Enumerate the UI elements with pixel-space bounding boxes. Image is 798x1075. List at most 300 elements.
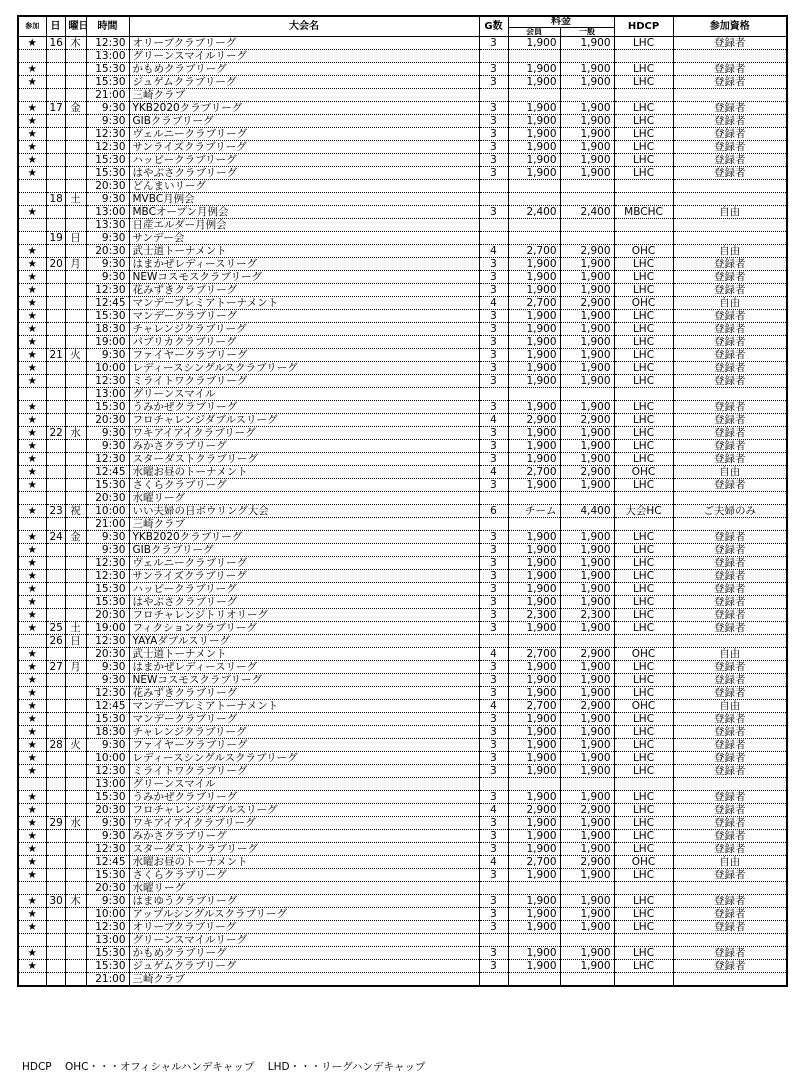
star-cell: ★ bbox=[18, 167, 46, 180]
event-name-cell: オリーブクラブリーグ bbox=[129, 921, 479, 934]
hdcp-cell: LHC bbox=[614, 440, 673, 453]
day-cell bbox=[46, 570, 65, 583]
table-row bbox=[18, 63, 787, 76]
table-row bbox=[18, 921, 787, 934]
weekday-cell bbox=[65, 609, 86, 622]
time-cell: 18:30 bbox=[86, 323, 129, 336]
time-cell: 9:30 bbox=[86, 193, 129, 206]
member-fee-cell: 1,900 bbox=[508, 37, 560, 50]
table-row bbox=[18, 726, 787, 739]
event-name-cell: 花みずきクラブリーグ bbox=[129, 284, 479, 297]
star-cell: ★ bbox=[18, 856, 46, 869]
table-row bbox=[18, 960, 787, 973]
qualification-cell: 自由 bbox=[673, 466, 787, 479]
member-fee-cell: 2,700 bbox=[508, 245, 560, 258]
hdcp-cell: LHC bbox=[614, 739, 673, 752]
table-row bbox=[18, 89, 787, 102]
table-row bbox=[18, 856, 787, 869]
event-name-cell: YKB2020クラブリーグ bbox=[129, 531, 479, 544]
games-cell: 4 bbox=[479, 466, 508, 479]
qualification-cell: 登録者 bbox=[673, 37, 787, 50]
star-cell: ★ bbox=[18, 817, 46, 830]
event-name-cell: はまゆうクラブリーグ bbox=[129, 895, 479, 908]
event-name-cell: ハッピークラブリーグ bbox=[129, 583, 479, 596]
day-cell: 19 bbox=[46, 232, 65, 245]
table-row bbox=[18, 154, 787, 167]
day-cell bbox=[46, 583, 65, 596]
event-name-cell: GIBクラブリーグ bbox=[129, 544, 479, 557]
hdcp-cell: OHC bbox=[614, 245, 673, 258]
star-cell bbox=[18, 219, 46, 232]
qualification-cell: 登録者 bbox=[673, 921, 787, 934]
games-cell: 3 bbox=[479, 427, 508, 440]
day-cell bbox=[46, 453, 65, 466]
member-fee-cell: 1,900 bbox=[508, 141, 560, 154]
member-fee-cell: 1,900 bbox=[508, 817, 560, 830]
event-name-cell: パブリカクラブリーグ bbox=[129, 336, 479, 349]
header-qualification: 参加資格 bbox=[673, 16, 787, 37]
general-fee-cell bbox=[560, 180, 614, 193]
star-cell: ★ bbox=[18, 596, 46, 609]
member-fee-cell: 2,900 bbox=[508, 804, 560, 817]
qualification-cell: 登録者 bbox=[673, 869, 787, 882]
qualification-cell: 登録者 bbox=[673, 401, 787, 414]
hdcp-cell bbox=[614, 180, 673, 193]
star-cell: ★ bbox=[18, 154, 46, 167]
qualification-cell: 登録者 bbox=[673, 726, 787, 739]
general-fee-cell: 1,900 bbox=[560, 843, 614, 856]
games-cell: 3 bbox=[479, 115, 508, 128]
hdcp-cell: LHC bbox=[614, 895, 673, 908]
day-cell bbox=[46, 713, 65, 726]
games-cell: 3 bbox=[479, 713, 508, 726]
day-cell bbox=[46, 89, 65, 102]
table-row bbox=[18, 700, 787, 713]
general-fee-cell: 1,900 bbox=[560, 830, 614, 843]
hdcp-cell: OHC bbox=[614, 648, 673, 661]
table-row bbox=[18, 661, 787, 674]
member-fee-cell: 1,900 bbox=[508, 895, 560, 908]
event-name-cell: NEWコスモスクラブリーグ bbox=[129, 674, 479, 687]
member-fee-cell bbox=[508, 518, 560, 531]
weekday-cell bbox=[65, 297, 86, 310]
star-cell: ★ bbox=[18, 765, 46, 778]
star-cell: ★ bbox=[18, 557, 46, 570]
table-row bbox=[18, 102, 787, 115]
qualification-cell bbox=[673, 934, 787, 947]
qualification-cell: 登録者 bbox=[673, 895, 787, 908]
table-row bbox=[18, 128, 787, 141]
day-cell: 16 bbox=[46, 37, 65, 50]
qualification-cell: 自由 bbox=[673, 648, 787, 661]
event-name-cell: フロチャレンジトリオリーグ bbox=[129, 609, 479, 622]
general-fee-cell: 1,900 bbox=[560, 271, 614, 284]
table-row bbox=[18, 375, 787, 388]
weekday-cell bbox=[65, 115, 86, 128]
event-name-cell: ジュゲムクラブリーグ bbox=[129, 960, 479, 973]
qualification-cell bbox=[673, 973, 787, 987]
table-row bbox=[18, 934, 787, 947]
qualification-cell: 登録者 bbox=[673, 947, 787, 960]
hdcp-cell: LHC bbox=[614, 63, 673, 76]
table-row bbox=[18, 336, 787, 349]
day-cell bbox=[46, 245, 65, 258]
qualification-cell: 登録者 bbox=[673, 843, 787, 856]
general-fee-cell: 1,900 bbox=[560, 791, 614, 804]
event-name-cell: うみかぜクラブリーグ bbox=[129, 401, 479, 414]
star-cell: ★ bbox=[18, 947, 46, 960]
event-name-cell: みかさクラブリーグ bbox=[129, 830, 479, 843]
event-name-cell: はまかぜレディースリーグ bbox=[129, 661, 479, 674]
games-cell: 3 bbox=[479, 453, 508, 466]
hdcp-cell: MBCHC bbox=[614, 206, 673, 219]
event-name-cell: ハッピークラブリーグ bbox=[129, 154, 479, 167]
event-name-cell: ミライトワクラブリーグ bbox=[129, 765, 479, 778]
hdcp-cell bbox=[614, 518, 673, 531]
qualification-cell: 登録者 bbox=[673, 414, 787, 427]
event-name-cell: マンデープレミアトーナメント bbox=[129, 297, 479, 310]
star-cell: ★ bbox=[18, 674, 46, 687]
event-name-cell: 武士道トーナメント bbox=[129, 245, 479, 258]
time-cell: 15:30 bbox=[86, 401, 129, 414]
weekday-cell bbox=[65, 557, 86, 570]
hdcp-cell: LHC bbox=[614, 908, 673, 921]
header-hdcp: HDCP bbox=[614, 16, 673, 37]
general-fee-cell bbox=[560, 89, 614, 102]
day-cell bbox=[46, 414, 65, 427]
star-cell: ★ bbox=[18, 401, 46, 414]
hdcp-cell: LHC bbox=[614, 128, 673, 141]
games-cell: 3 bbox=[479, 596, 508, 609]
star-cell: ★ bbox=[18, 622, 46, 635]
table-row bbox=[18, 193, 787, 206]
games-cell bbox=[479, 973, 508, 987]
general-fee-cell bbox=[560, 518, 614, 531]
games-cell: 3 bbox=[479, 362, 508, 375]
member-fee-cell bbox=[508, 882, 560, 895]
star-cell bbox=[18, 193, 46, 206]
hdcp-cell: LHC bbox=[614, 102, 673, 115]
member-fee-cell: 1,900 bbox=[508, 908, 560, 921]
qualification-cell: 登録者 bbox=[673, 375, 787, 388]
table-row bbox=[18, 843, 787, 856]
general-fee-cell: 1,900 bbox=[560, 349, 614, 362]
general-fee-cell: 1,900 bbox=[560, 622, 614, 635]
day-cell bbox=[46, 167, 65, 180]
time-cell: 12:30 bbox=[86, 843, 129, 856]
star-cell: ★ bbox=[18, 895, 46, 908]
hdcp-cell: LHC bbox=[614, 570, 673, 583]
games-cell: 3 bbox=[479, 375, 508, 388]
games-cell: 4 bbox=[479, 245, 508, 258]
event-name-cell: ファイヤークラブリーグ bbox=[129, 349, 479, 362]
member-fee-cell bbox=[508, 50, 560, 63]
star-cell: ★ bbox=[18, 362, 46, 375]
day-cell bbox=[46, 518, 65, 531]
day-cell bbox=[46, 765, 65, 778]
hdcp-cell: LHC bbox=[614, 323, 673, 336]
table-row bbox=[18, 479, 787, 492]
day-cell bbox=[46, 609, 65, 622]
weekday-cell bbox=[65, 570, 86, 583]
event-name-cell: かもめクラブリーグ bbox=[129, 947, 479, 960]
general-fee-cell: 1,900 bbox=[560, 570, 614, 583]
qualification-cell: 登録者 bbox=[673, 479, 787, 492]
general-fee-cell bbox=[560, 219, 614, 232]
member-fee-cell: 1,900 bbox=[508, 362, 560, 375]
weekday-cell bbox=[65, 206, 86, 219]
qualification-cell: 登録者 bbox=[673, 544, 787, 557]
weekday-cell bbox=[65, 167, 86, 180]
time-cell: 15:30 bbox=[86, 869, 129, 882]
time-cell: 13:00 bbox=[86, 934, 129, 947]
member-fee-cell: 1,900 bbox=[508, 284, 560, 297]
hdcp-cell: LHC bbox=[614, 960, 673, 973]
qualification-cell: 登録者 bbox=[673, 817, 787, 830]
qualification-cell: 登録者 bbox=[673, 336, 787, 349]
day-cell bbox=[46, 141, 65, 154]
weekday-cell bbox=[65, 960, 86, 973]
event-name-cell: サンデー会 bbox=[129, 232, 479, 245]
event-name-cell: グリーンスマイルリーグ bbox=[129, 50, 479, 63]
day-cell bbox=[46, 947, 65, 960]
table-row bbox=[18, 414, 787, 427]
hdcp-cell bbox=[614, 89, 673, 102]
member-fee-cell: 1,900 bbox=[508, 76, 560, 89]
table-row bbox=[18, 271, 787, 284]
hdcp-cell: LHC bbox=[614, 271, 673, 284]
qualification-cell: 登録者 bbox=[673, 154, 787, 167]
general-fee-cell: 1,900 bbox=[560, 479, 614, 492]
hdcp-cell: LHC bbox=[614, 674, 673, 687]
event-name-cell: はまかぜレディースリーグ bbox=[129, 258, 479, 271]
event-name-cell: ファイヤークラブリーグ bbox=[129, 739, 479, 752]
general-fee-cell bbox=[560, 388, 614, 401]
star-cell bbox=[18, 492, 46, 505]
general-fee-cell: 1,900 bbox=[560, 375, 614, 388]
hdcp-cell: OHC bbox=[614, 700, 673, 713]
day-cell bbox=[46, 596, 65, 609]
games-cell bbox=[479, 89, 508, 102]
hdcp-cell: LHC bbox=[614, 726, 673, 739]
qualification-cell: 登録者 bbox=[673, 804, 787, 817]
games-cell: 3 bbox=[479, 609, 508, 622]
member-fee-cell: 1,900 bbox=[508, 726, 560, 739]
time-cell: 12:30 bbox=[86, 570, 129, 583]
time-cell: 9:30 bbox=[86, 271, 129, 284]
schedule-table bbox=[17, 15, 788, 987]
weekday-cell: 木 bbox=[65, 895, 86, 908]
event-name-cell: フィクションクラブリーグ bbox=[129, 622, 479, 635]
hdcp-cell bbox=[614, 882, 673, 895]
general-fee-cell: 1,900 bbox=[560, 817, 614, 830]
time-cell: 21:00 bbox=[86, 518, 129, 531]
time-cell: 15:30 bbox=[86, 310, 129, 323]
star-cell: ★ bbox=[18, 427, 46, 440]
weekday-cell bbox=[65, 843, 86, 856]
general-fee-cell: 2,900 bbox=[560, 466, 614, 479]
qualification-cell: 自由 bbox=[673, 700, 787, 713]
time-cell: 12:30 bbox=[86, 765, 129, 778]
weekday-cell bbox=[65, 856, 86, 869]
star-cell: ★ bbox=[18, 960, 46, 973]
general-fee-cell: 1,900 bbox=[560, 544, 614, 557]
event-name-cell: 水曜お昼のトーナメント bbox=[129, 856, 479, 869]
time-cell: 9:30 bbox=[86, 661, 129, 674]
weekday-cell bbox=[65, 778, 86, 791]
general-fee-cell: 1,900 bbox=[560, 37, 614, 50]
games-cell: 3 bbox=[479, 206, 508, 219]
hdcp-cell: LHC bbox=[614, 596, 673, 609]
games-cell: 3 bbox=[479, 674, 508, 687]
table-row bbox=[18, 219, 787, 232]
star-cell: ★ bbox=[18, 128, 46, 141]
event-name-cell: フロチャレンジダブルスリーグ bbox=[129, 414, 479, 427]
weekday-cell bbox=[65, 154, 86, 167]
qualification-cell: 自由 bbox=[673, 856, 787, 869]
hdcp-cell: LHC bbox=[614, 310, 673, 323]
hdcp-cell: LHC bbox=[614, 830, 673, 843]
hdcp-cell: OHC bbox=[614, 856, 673, 869]
hdcp-cell: LHC bbox=[614, 76, 673, 89]
table-row bbox=[18, 310, 787, 323]
table-row bbox=[18, 323, 787, 336]
star-cell bbox=[18, 778, 46, 791]
hdcp-cell: LHC bbox=[614, 791, 673, 804]
hdcp-cell: LHC bbox=[614, 362, 673, 375]
hdcp-cell: LHC bbox=[614, 336, 673, 349]
event-name-cell: サンライズクラブリーグ bbox=[129, 570, 479, 583]
games-cell: 3 bbox=[479, 739, 508, 752]
general-fee-cell: 1,900 bbox=[560, 102, 614, 115]
hdcp-cell: LHC bbox=[614, 557, 673, 570]
star-cell bbox=[18, 232, 46, 245]
star-cell: ★ bbox=[18, 466, 46, 479]
games-cell bbox=[479, 934, 508, 947]
star-cell: ★ bbox=[18, 908, 46, 921]
qualification-cell: 登録者 bbox=[673, 323, 787, 336]
day-cell bbox=[46, 674, 65, 687]
member-fee-cell bbox=[508, 492, 560, 505]
day-cell bbox=[46, 843, 65, 856]
member-fee-cell: 1,900 bbox=[508, 661, 560, 674]
time-cell: 12:30 bbox=[86, 557, 129, 570]
member-fee-cell: 1,900 bbox=[508, 843, 560, 856]
table-row bbox=[18, 349, 787, 362]
table-row bbox=[18, 50, 787, 63]
star-cell: ★ bbox=[18, 700, 46, 713]
hdcp-cell: LHC bbox=[614, 804, 673, 817]
hdcp-cell: LHC bbox=[614, 947, 673, 960]
event-name-cell: チャレンジクラブリーグ bbox=[129, 726, 479, 739]
day-cell bbox=[46, 700, 65, 713]
weekday-cell bbox=[65, 869, 86, 882]
hdcp-cell: LHC bbox=[614, 544, 673, 557]
day-cell bbox=[46, 882, 65, 895]
weekday-cell bbox=[65, 440, 86, 453]
time-cell: 12:30 bbox=[86, 687, 129, 700]
time-cell: 15:30 bbox=[86, 791, 129, 804]
member-fee-cell: 1,900 bbox=[508, 739, 560, 752]
event-name-cell: スターダストクラブリーグ bbox=[129, 453, 479, 466]
event-name-cell: YAYAダブルスリーグ bbox=[129, 635, 479, 648]
general-fee-cell bbox=[560, 635, 614, 648]
star-cell: ★ bbox=[18, 297, 46, 310]
member-fee-cell: 2,900 bbox=[508, 414, 560, 427]
star-cell: ★ bbox=[18, 791, 46, 804]
star-cell: ★ bbox=[18, 726, 46, 739]
hdcp-cell: LHC bbox=[614, 622, 673, 635]
event-name-cell: ヴェルニークラブリーグ bbox=[129, 128, 479, 141]
time-cell: 13:00 bbox=[86, 778, 129, 791]
games-cell: 3 bbox=[479, 128, 508, 141]
general-fee-cell: 1,900 bbox=[560, 76, 614, 89]
member-fee-cell: 1,900 bbox=[508, 128, 560, 141]
weekday-cell bbox=[65, 362, 86, 375]
time-cell: 12:30 bbox=[86, 635, 129, 648]
event-name-cell: みかさクラブリーグ bbox=[129, 440, 479, 453]
games-cell bbox=[479, 50, 508, 63]
day-cell bbox=[46, 908, 65, 921]
day-cell: 28 bbox=[46, 739, 65, 752]
general-fee-cell: 1,900 bbox=[560, 323, 614, 336]
event-name-cell: かもめクラブリーグ bbox=[129, 63, 479, 76]
hdcp-cell: LHC bbox=[614, 258, 673, 271]
star-cell: ★ bbox=[18, 687, 46, 700]
qualification-cell bbox=[673, 193, 787, 206]
table-row bbox=[18, 141, 787, 154]
weekday-cell: 金 bbox=[65, 102, 86, 115]
qualification-cell: 登録者 bbox=[673, 349, 787, 362]
games-cell: 3 bbox=[479, 791, 508, 804]
day-cell bbox=[46, 180, 65, 193]
table-row bbox=[18, 687, 787, 700]
general-fee-cell: 1,900 bbox=[560, 596, 614, 609]
member-fee-cell: 1,900 bbox=[508, 154, 560, 167]
star-cell: ★ bbox=[18, 375, 46, 388]
day-cell bbox=[46, 856, 65, 869]
weekday-cell bbox=[65, 89, 86, 102]
games-cell: 3 bbox=[479, 817, 508, 830]
time-cell: 15:30 bbox=[86, 479, 129, 492]
event-name-cell: 三崎クラブ bbox=[129, 973, 479, 987]
games-cell bbox=[479, 232, 508, 245]
time-cell: 21:00 bbox=[86, 89, 129, 102]
event-name-cell: ワキアイアイクラブリーグ bbox=[129, 817, 479, 830]
weekday-cell: 水 bbox=[65, 817, 86, 830]
star-cell: ★ bbox=[18, 310, 46, 323]
member-fee-cell bbox=[508, 89, 560, 102]
time-cell: 20:30 bbox=[86, 648, 129, 661]
general-fee-cell: 1,900 bbox=[560, 310, 614, 323]
general-fee-cell: 1,900 bbox=[560, 921, 614, 934]
star-cell: ★ bbox=[18, 206, 46, 219]
hdcp-cell: LHC bbox=[614, 687, 673, 700]
weekday-cell bbox=[65, 271, 86, 284]
hdcp-cell: 大会HC bbox=[614, 505, 673, 518]
hdcp-cell: LHC bbox=[614, 453, 673, 466]
member-fee-cell: 1,900 bbox=[508, 401, 560, 414]
qualification-cell bbox=[673, 232, 787, 245]
member-fee-cell: チーム bbox=[508, 505, 560, 518]
time-cell: 9:30 bbox=[86, 544, 129, 557]
member-fee-cell: 1,900 bbox=[508, 479, 560, 492]
member-fee-cell: 1,900 bbox=[508, 258, 560, 271]
table-row bbox=[18, 167, 787, 180]
games-cell: 3 bbox=[479, 921, 508, 934]
general-fee-cell: 2,900 bbox=[560, 414, 614, 427]
hdcp-cell bbox=[614, 193, 673, 206]
